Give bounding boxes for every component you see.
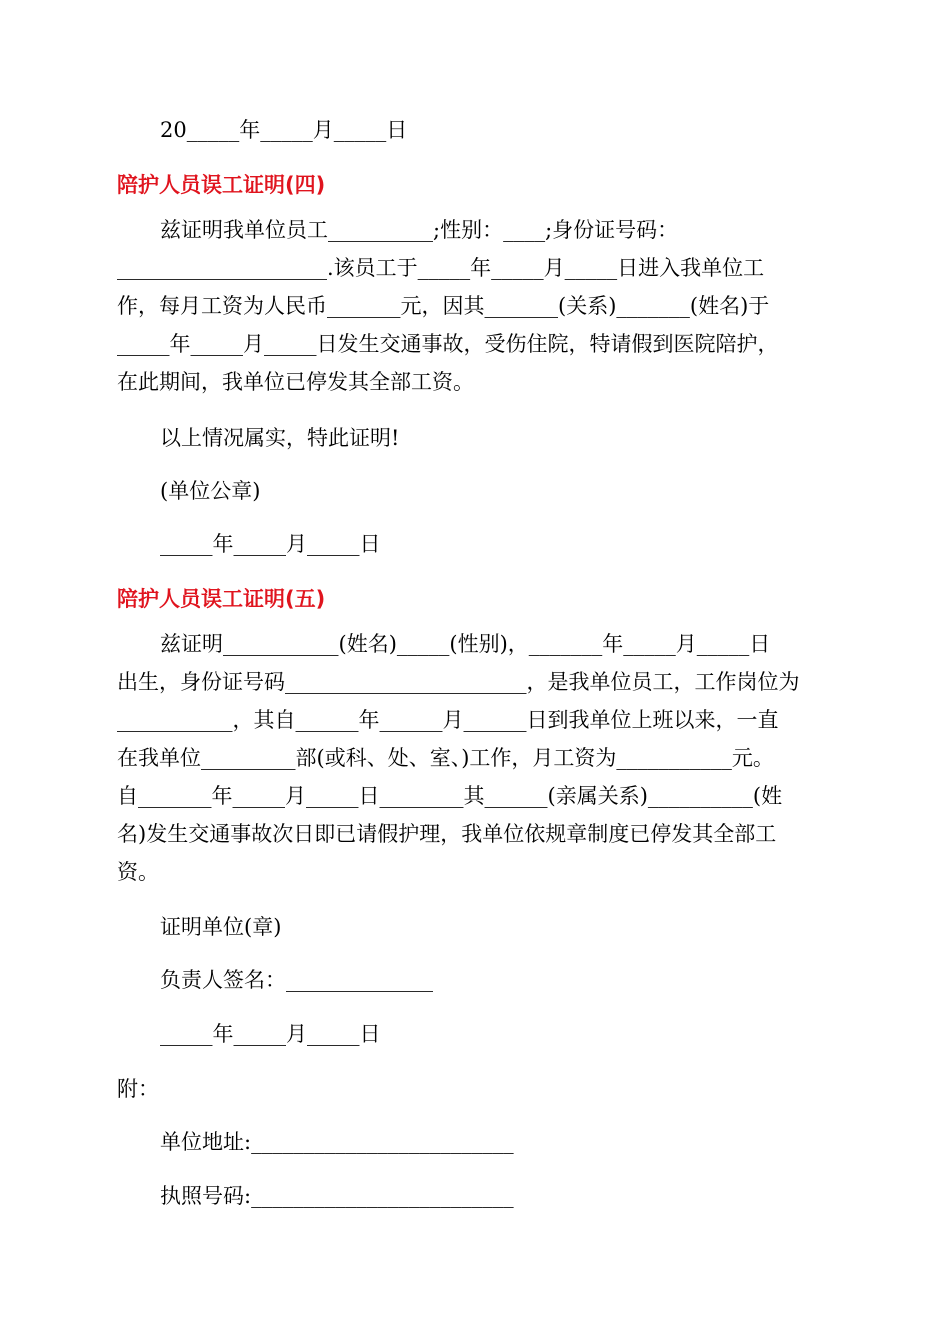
section-4-date-line: _____年_____月_____日 — [160, 532, 381, 556]
signature-line: 负责人签名：______________ — [160, 968, 433, 992]
section-4-body-line-1: 兹证明我单位员工__________;性别：____;身份证号码： — [160, 218, 679, 242]
section-5-body-line-5: 自_______年_____月_____日________其______(亲属关系)__________(姓 — [117, 784, 783, 808]
section-5-body-line-1: 兹证明___________(姓名)_____(性别)，_______年_____月_____日 — [160, 632, 771, 656]
address-line: 单位地址:_________________________ — [160, 1130, 514, 1154]
section-5-body-line-6: 名)发生交通事故次日即已请假护理，我单位依规章制度已停发其全部工 — [117, 822, 777, 846]
section-5-body-line-3: ___________，其自______年______月______日到我单位上班以来，一直 — [117, 708, 779, 732]
section-4-heading: 陪护人员误工证明(四) — [117, 173, 326, 197]
section-4-seal: (单位公章) — [160, 479, 261, 503]
appendix-label: 附： — [117, 1077, 159, 1101]
section-4-body-line-4: _____年_____月_____日发生交通事故，受伤住院，特请假到医院陪护， — [117, 332, 779, 356]
certifier-label: 证明单位(章) — [160, 915, 282, 939]
section-4-body-line-3: 作，每月工资为人民币_______元，因其_______(关系)_______(姓名)于 — [117, 294, 770, 318]
section-5-heading: 陪护人员误工证明(五) — [117, 587, 326, 611]
license-line: 执照号码:_________________________ — [160, 1184, 514, 1208]
section-5-body-line-7: 资。 — [117, 860, 159, 884]
section-5-date-line: _____年_____月_____日 — [160, 1022, 381, 1046]
section-5-body-line-2: 出生，身份证号码_______________________，是我单位员工，工作岗位为 — [117, 670, 800, 694]
section-4-closing: 以上情况属实，特此证明! — [160, 426, 400, 450]
section-4-body-line-5: 在此期间，我单位已停发其全部工资。 — [117, 370, 474, 394]
section-5-body-line-4: 在我单位_________部(或科、处、室、)工作，月工资为___________元。 — [117, 746, 774, 770]
date-line-top: 20_____年_____月_____日 — [160, 118, 408, 142]
section-4-body-line-2: ____________________.该员工于_____年_____月_____日进入我单位工 — [117, 256, 765, 280]
